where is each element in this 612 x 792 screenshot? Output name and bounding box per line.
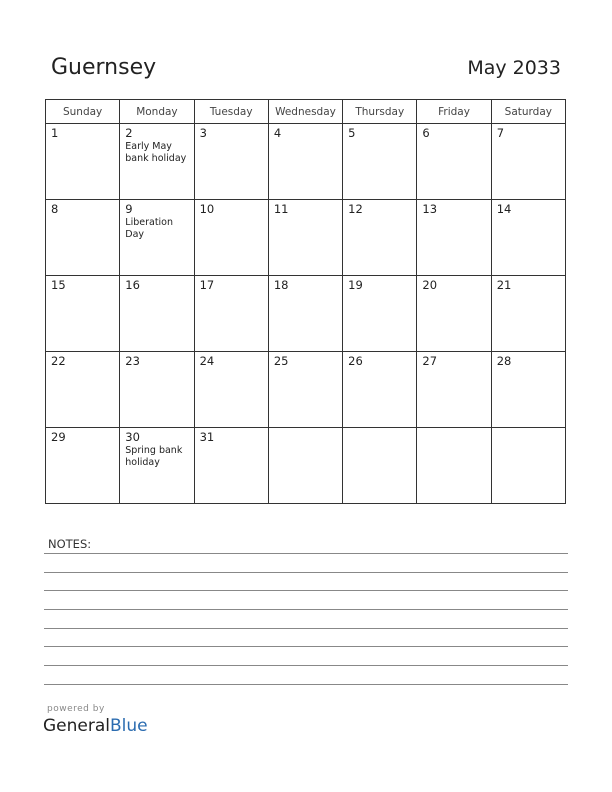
day-cell	[343, 276, 417, 352]
day-cell	[417, 200, 491, 276]
note-line	[44, 572, 568, 573]
page-title: Guernsey	[51, 55, 157, 80]
note-line	[44, 590, 568, 591]
day-number: 25	[273, 354, 289, 368]
day-cell	[417, 352, 491, 428]
week-row	[46, 124, 566, 200]
day-number: 21	[496, 278, 512, 292]
day-cell	[194, 200, 268, 276]
day-cell	[194, 276, 268, 352]
weekday-header-row	[46, 100, 566, 124]
day-number: 7	[496, 126, 505, 140]
notes-label: NOTES:	[48, 537, 92, 551]
weekday-header: Thursday	[343, 100, 417, 124]
day-number: 20	[422, 278, 438, 292]
day-cell	[46, 352, 120, 428]
day-cell	[268, 352, 342, 428]
day-cell	[194, 124, 268, 200]
day-number: 28	[496, 354, 512, 368]
day-number: 6	[422, 126, 430, 140]
day-cell	[343, 124, 417, 200]
day-number: 29	[51, 430, 66, 444]
week-row	[46, 428, 566, 504]
day-number: 22	[51, 354, 66, 368]
day-number: 14	[496, 202, 512, 216]
day-number: 15	[51, 278, 66, 292]
brand-blue: Blue	[110, 716, 148, 736]
note-line	[44, 628, 568, 629]
day-cell	[46, 124, 120, 200]
day-cell	[491, 428, 565, 504]
day-cell	[46, 276, 120, 352]
day-cell	[268, 200, 342, 276]
holiday-label: Spring bank holiday	[125, 445, 183, 468]
note-line	[44, 553, 568, 554]
day-number: 3	[199, 126, 207, 140]
day-number: 13	[422, 202, 438, 216]
day-cell	[120, 352, 194, 428]
day-number: 9	[125, 202, 133, 216]
day-number: 4	[273, 126, 282, 140]
day-cell	[46, 200, 120, 276]
day-number: 8	[51, 202, 59, 216]
powered-by-text: powered by	[47, 704, 105, 714]
day-number: 18	[273, 278, 289, 292]
day-number: 23	[125, 354, 140, 368]
day-cell	[120, 428, 194, 504]
month-label: May 2033	[467, 57, 561, 79]
day-cell	[343, 200, 417, 276]
note-line	[44, 684, 568, 685]
day-cell	[46, 428, 120, 504]
day-number: 12	[348, 202, 363, 216]
day-number: 31	[199, 430, 215, 444]
day-number: 2	[125, 126, 133, 140]
day-cell	[268, 428, 342, 504]
day-cell	[194, 428, 268, 504]
day-number: 16	[125, 278, 140, 292]
day-cell	[343, 428, 417, 504]
day-cell	[491, 200, 565, 276]
day-number: 1	[51, 126, 59, 140]
week-row	[46, 276, 566, 352]
weekday-header: Friday	[417, 100, 491, 124]
day-cell	[491, 352, 565, 428]
holiday-label: Liberation Day	[125, 217, 174, 240]
day-cell	[417, 276, 491, 352]
calendar-body	[46, 124, 566, 504]
day-cell	[194, 352, 268, 428]
day-number: 30	[125, 430, 140, 444]
day-number: 24	[199, 354, 215, 368]
day-cell	[343, 352, 417, 428]
weekday-header: Wednesday	[268, 100, 342, 124]
day-cell	[417, 428, 491, 504]
day-cell	[120, 276, 194, 352]
day-cell	[491, 124, 565, 200]
day-cell	[120, 200, 194, 276]
day-number: 11	[273, 202, 289, 216]
holiday-label: Early May bank holiday	[125, 141, 187, 164]
day-number: 26	[348, 354, 363, 368]
day-cell	[417, 124, 491, 200]
day-number: 27	[422, 354, 438, 368]
weekday-header: Saturday	[491, 100, 565, 124]
day-cell	[120, 124, 194, 200]
calendar-grid	[45, 99, 566, 504]
brand-logo	[43, 716, 148, 736]
week-row	[46, 200, 566, 276]
day-cell	[491, 276, 565, 352]
weekday-header: Sunday	[46, 100, 120, 124]
day-number: 19	[348, 278, 363, 292]
day-cell	[268, 124, 342, 200]
day-cell	[268, 276, 342, 352]
day-number: 17	[199, 278, 215, 292]
day-number: 10	[199, 202, 215, 216]
note-line	[44, 609, 568, 610]
note-line	[44, 665, 568, 666]
day-number: 5	[348, 126, 356, 140]
note-line	[44, 646, 568, 647]
weekday-header: Monday	[120, 100, 194, 124]
weekday-header: Tuesday	[194, 100, 268, 124]
week-row	[46, 352, 566, 428]
brand-general: General	[43, 716, 110, 736]
